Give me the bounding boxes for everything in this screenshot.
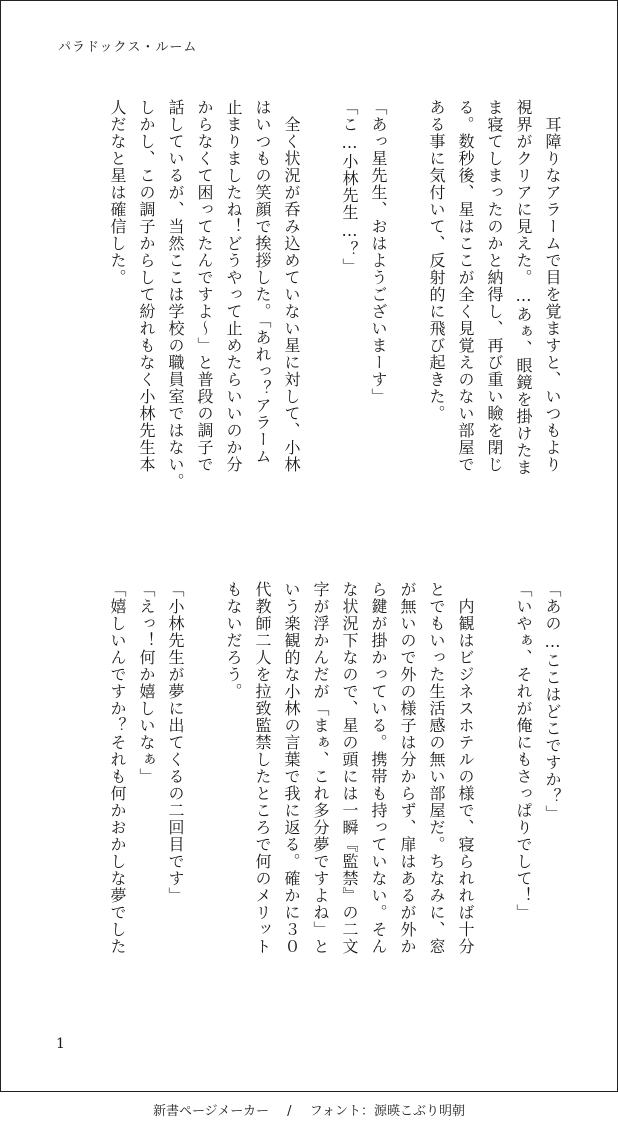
footer-separator: / [287,1104,292,1119]
text-line: ま寝てしまったのかと納得し、再び重い瞼を閉じ [485,99,504,473]
text-line: からなくて困ってたんですよ～」と普段の調子で [195,99,214,473]
text-line: 「あの…ここはどこですか？」 [543,581,562,822]
text-line: しかし、この調子からして紛れもなく小林先生本 [137,99,156,473]
text-line: 「嬉しいんですか？それも何かおかしな夢でした [108,581,127,955]
footer [0,1100,618,1119]
text-line: ら鍵が掛かっている。携帯も持っていない。そん [369,581,388,955]
text-line: 人だなと星は確信した。 [108,99,127,286]
text-line: 「いやぁ、それが俺にもさっぱりでして！」 [514,581,533,921]
text-line: な状況下なので、星の頭には一瞬『監禁』の二文 [340,581,359,955]
blank-line [190,581,219,1021]
text-line: 「あっ星先生、おはようございまーす」 [369,99,388,405]
text-line: 代教師二人を拉致監禁したところで何のメリット [253,581,272,955]
text-line: とでもいった生活感の無い部屋だ。ちなみに、窓 [427,581,446,955]
text-line: もないだろう。 [224,581,243,700]
text-line: 「えっ！何か嬉しいなぁ」 [137,581,156,785]
text-line: 視界がクリアに見えた。…あぁ、眼鏡を掛けたま [514,99,533,476]
footer-app-name: 新書ページメーカー [152,1104,270,1119]
text-line: 話しているが、当然ここは学校の職員室ではない。 [166,99,185,490]
text-line: 止まりましたね！どうやって止めたらいいのか分 [224,99,243,473]
text-line: ある事に気付いて、反射的に飛び起きた。 [427,99,446,422]
text-line: 内観はビジネスホテルの様で、寝られれば十分 [456,581,475,955]
blank-line [480,581,509,1021]
text-line: 字が浮かんだが「まぁ、これ多分夢ですよね」と [311,581,330,955]
text-line: いう楽観的な小林の言葉で我に返る。確かに３０ [282,581,301,955]
text-line: る。数秒後、星はここが全く見覚えのない部屋で [456,99,475,473]
text-line: 「こ…小林先生…？」 [340,99,359,275]
blank-line [393,99,422,544]
text-line: が無いので外の様子は分からず、扉はあるが外か [398,581,417,955]
footer-font-credit: フォント：源暎こぶり明朝 [309,1104,466,1119]
text-block-bottom [47,581,567,1021]
text-line: はいつもの笑顔で挨拶した。「あれっ？アラーム [253,99,272,465]
text-line: 「小林先生が夢に出てくるの二回目です」 [166,581,185,904]
running-title: パラドックス・ルーム [58,40,198,55]
page-number: 1 [56,1036,65,1052]
text-line: 全く状況が呑み込めていない星に対して、小林 [282,99,301,473]
text-block-top [47,99,567,544]
text-line: 耳障りなアラームで目を覚ますと、いつもより [543,99,562,473]
blank-line [306,99,335,544]
